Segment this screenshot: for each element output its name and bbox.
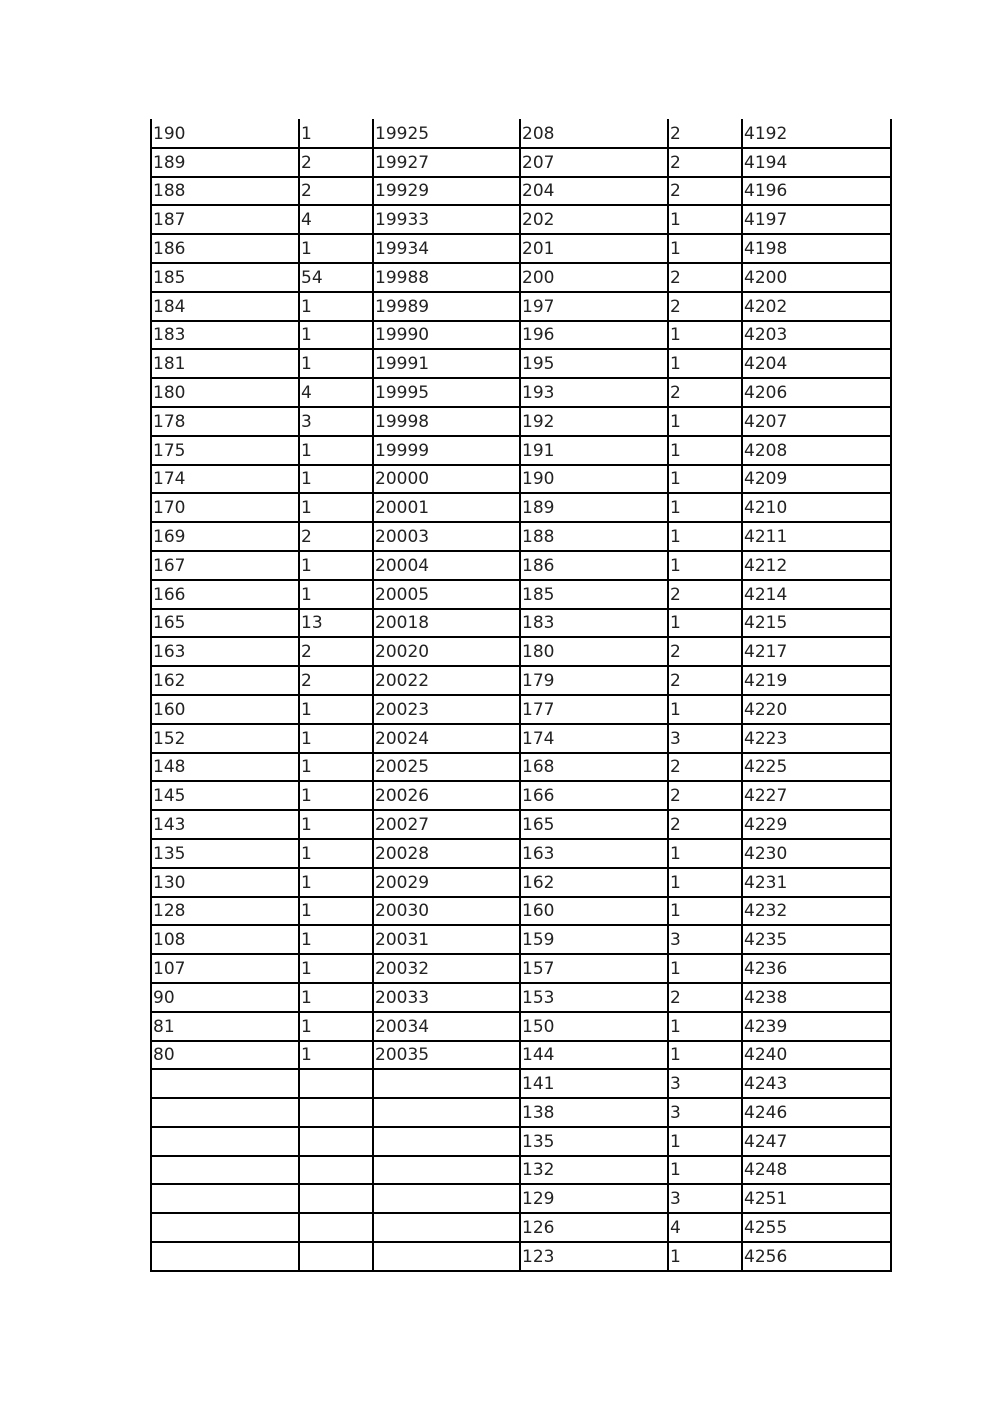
cell-count-b: 1 (668, 1156, 742, 1185)
cell-cumulative-a: 20035 (373, 1041, 520, 1070)
cell-score-a: 107 (151, 954, 299, 983)
cell-cumulative-a: 20005 (373, 580, 520, 609)
cell-score-a (151, 1098, 299, 1127)
cell-score-b: 177 (520, 695, 668, 724)
cell-cumulative-b: 4202 (742, 292, 891, 321)
cell-count-a: 2 (299, 666, 373, 695)
cell-count-b: 1 (668, 321, 742, 350)
cell-cumulative-b: 4211 (742, 522, 891, 551)
table-row (151, 695, 891, 724)
cell-count-b: 2 (668, 177, 742, 206)
cell-count-a: 4 (299, 205, 373, 234)
cell-score-b: 202 (520, 205, 668, 234)
cell-cumulative-b: 4210 (742, 493, 891, 522)
cell-count-b: 1 (668, 349, 742, 378)
cell-score-a: 163 (151, 637, 299, 666)
cell-score-b: 186 (520, 551, 668, 580)
cell-score-a: 175 (151, 436, 299, 465)
cell-cumulative-a (373, 1242, 520, 1271)
cell-cumulative-b: 4227 (742, 781, 891, 810)
cell-score-b: 157 (520, 954, 668, 983)
cell-cumulative-a: 19934 (373, 234, 520, 263)
cell-score-a: 170 (151, 493, 299, 522)
cell-score-b: 208 (520, 119, 668, 148)
cell-count-a (299, 1098, 373, 1127)
cell-score-b: 180 (520, 637, 668, 666)
cell-count-a: 3 (299, 407, 373, 436)
cell-cumulative-b: 4203 (742, 321, 891, 350)
cell-count-a: 1 (299, 983, 373, 1012)
cell-count-b: 3 (668, 1184, 742, 1213)
cell-score-a: 180 (151, 378, 299, 407)
cell-score-a: 189 (151, 148, 299, 177)
cell-cumulative-b: 4247 (742, 1127, 891, 1156)
cell-count-a: 1 (299, 839, 373, 868)
table-row (151, 781, 891, 810)
cell-score-a (151, 1156, 299, 1185)
cell-cumulative-a: 20003 (373, 522, 520, 551)
cell-count-b: 2 (668, 378, 742, 407)
table-row (151, 321, 891, 350)
table-row (151, 925, 891, 954)
cell-count-a (299, 1184, 373, 1213)
cell-count-b: 2 (668, 292, 742, 321)
cell-count-b: 1 (668, 868, 742, 897)
cell-score-b: 163 (520, 839, 668, 868)
table-row (151, 119, 891, 148)
cell-cumulative-b: 4229 (742, 810, 891, 839)
cell-count-b: 2 (668, 781, 742, 810)
cell-score-a: 183 (151, 321, 299, 350)
cell-score-a: 174 (151, 465, 299, 494)
cell-cumulative-b: 4238 (742, 983, 891, 1012)
cell-cumulative-b: 4232 (742, 897, 891, 926)
cell-cumulative-a (373, 1127, 520, 1156)
cell-count-b: 1 (668, 1012, 742, 1041)
cell-score-a (151, 1127, 299, 1156)
table-row (151, 810, 891, 839)
cell-count-a: 1 (299, 695, 373, 724)
cell-count-a: 1 (299, 724, 373, 753)
table-row (151, 983, 891, 1012)
cell-cumulative-b: 4209 (742, 465, 891, 494)
table-row (151, 1069, 891, 1098)
table-row (151, 1156, 891, 1185)
cell-count-b: 2 (668, 810, 742, 839)
cell-score-a: 185 (151, 263, 299, 292)
cell-score-b: 138 (520, 1098, 668, 1127)
cell-count-a: 2 (299, 177, 373, 206)
table-row (151, 1127, 891, 1156)
table-row (151, 1184, 891, 1213)
table-row (151, 1041, 891, 1070)
table-row (151, 407, 891, 436)
cell-count-b: 3 (668, 724, 742, 753)
table-row (151, 378, 891, 407)
cell-count-a: 1 (299, 925, 373, 954)
cell-score-b: 141 (520, 1069, 668, 1098)
cell-cumulative-b: 4239 (742, 1012, 891, 1041)
cell-score-a: 145 (151, 781, 299, 810)
cell-cumulative-a: 20022 (373, 666, 520, 695)
cell-score-a: 135 (151, 839, 299, 868)
cell-count-a: 1 (299, 810, 373, 839)
cell-score-a: 128 (151, 897, 299, 926)
cell-score-b: 165 (520, 810, 668, 839)
cell-score-a (151, 1184, 299, 1213)
cell-count-b: 1 (668, 522, 742, 551)
cell-count-a: 1 (299, 868, 373, 897)
cell-score-b: 193 (520, 378, 668, 407)
cell-score-a: 130 (151, 868, 299, 897)
table-row (151, 580, 891, 609)
cell-cumulative-b: 4192 (742, 119, 891, 148)
table-row (151, 609, 891, 638)
cell-score-b: 168 (520, 753, 668, 782)
cell-cumulative-b: 4255 (742, 1213, 891, 1242)
cell-score-b: 129 (520, 1184, 668, 1213)
cell-count-b: 2 (668, 119, 742, 148)
cell-cumulative-b: 4217 (742, 637, 891, 666)
cell-cumulative-a (373, 1156, 520, 1185)
table-row (151, 148, 891, 177)
cell-score-b: 166 (520, 781, 668, 810)
cell-score-a: 148 (151, 753, 299, 782)
cell-cumulative-b: 4231 (742, 868, 891, 897)
cell-cumulative-b: 4251 (742, 1184, 891, 1213)
cell-score-a: 80 (151, 1041, 299, 1070)
cell-count-a: 1 (299, 465, 373, 494)
cell-cumulative-b: 4200 (742, 263, 891, 292)
cell-count-a: 1 (299, 781, 373, 810)
cell-count-a: 1 (299, 292, 373, 321)
cell-score-b: 201 (520, 234, 668, 263)
cell-count-b: 1 (668, 1242, 742, 1271)
cell-count-a: 1 (299, 551, 373, 580)
cell-cumulative-a: 20028 (373, 839, 520, 868)
cell-score-b: 200 (520, 263, 668, 292)
cell-count-a: 2 (299, 637, 373, 666)
cell-cumulative-b: 4204 (742, 349, 891, 378)
table-row (151, 1213, 891, 1242)
cell-count-b: 1 (668, 205, 742, 234)
cell-cumulative-a: 20031 (373, 925, 520, 954)
cell-count-b: 1 (668, 551, 742, 580)
cell-score-b: 144 (520, 1041, 668, 1070)
cell-cumulative-a: 19995 (373, 378, 520, 407)
cell-score-b: 132 (520, 1156, 668, 1185)
cell-count-a (299, 1069, 373, 1098)
table-row (151, 234, 891, 263)
cell-cumulative-a: 20032 (373, 954, 520, 983)
cell-cumulative-b: 4219 (742, 666, 891, 695)
table-row (151, 349, 891, 378)
cell-score-a: 162 (151, 666, 299, 695)
cell-cumulative-a: 20034 (373, 1012, 520, 1041)
cell-cumulative-b: 4240 (742, 1041, 891, 1070)
cell-cumulative-a: 20027 (373, 810, 520, 839)
cell-count-b: 2 (668, 637, 742, 666)
cell-score-a: 166 (151, 580, 299, 609)
table-row (151, 522, 891, 551)
cell-score-a: 160 (151, 695, 299, 724)
cell-count-b: 1 (668, 465, 742, 494)
table-body (151, 119, 891, 1271)
cell-cumulative-a: 19991 (373, 349, 520, 378)
cell-count-b: 1 (668, 954, 742, 983)
cell-count-b: 2 (668, 666, 742, 695)
cell-score-a: 90 (151, 983, 299, 1012)
table-row (151, 551, 891, 580)
cell-score-b: 190 (520, 465, 668, 494)
cell-count-b: 1 (668, 493, 742, 522)
cell-cumulative-b: 4194 (742, 148, 891, 177)
cell-count-a: 1 (299, 753, 373, 782)
cell-score-a: 190 (151, 119, 299, 148)
cell-count-a: 1 (299, 436, 373, 465)
table-row (151, 868, 891, 897)
cell-score-a: 187 (151, 205, 299, 234)
cell-cumulative-a (373, 1069, 520, 1098)
cell-count-b: 1 (668, 1041, 742, 1070)
cell-cumulative-b: 4220 (742, 695, 891, 724)
cell-cumulative-b: 4197 (742, 205, 891, 234)
cell-cumulative-b: 4207 (742, 407, 891, 436)
cell-score-b: 183 (520, 609, 668, 638)
cell-cumulative-a: 20029 (373, 868, 520, 897)
cell-cumulative-b: 4198 (742, 234, 891, 263)
cell-cumulative-b: 4235 (742, 925, 891, 954)
cell-score-b: 191 (520, 436, 668, 465)
table-row (151, 839, 891, 868)
cell-score-a (151, 1069, 299, 1098)
cell-count-b: 3 (668, 1069, 742, 1098)
cell-score-b: 197 (520, 292, 668, 321)
cell-count-a: 1 (299, 493, 373, 522)
cell-cumulative-b: 4208 (742, 436, 891, 465)
cell-score-a: 181 (151, 349, 299, 378)
cell-cumulative-a: 19988 (373, 263, 520, 292)
cell-cumulative-b: 4246 (742, 1098, 891, 1127)
cell-count-a: 2 (299, 148, 373, 177)
table-row (151, 724, 891, 753)
cell-score-a: 152 (151, 724, 299, 753)
cell-count-b: 1 (668, 234, 742, 263)
cell-cumulative-b: 4225 (742, 753, 891, 782)
cell-cumulative-b: 4212 (742, 551, 891, 580)
cell-score-b: 195 (520, 349, 668, 378)
cell-score-a: 165 (151, 609, 299, 638)
cell-score-b: 150 (520, 1012, 668, 1041)
cell-cumulative-b: 4206 (742, 378, 891, 407)
cell-cumulative-a: 19989 (373, 292, 520, 321)
cell-count-a: 2 (299, 522, 373, 551)
table-row (151, 436, 891, 465)
cell-cumulative-a: 19927 (373, 148, 520, 177)
cell-cumulative-a: 19999 (373, 436, 520, 465)
cell-count-b: 1 (668, 436, 742, 465)
cell-count-a (299, 1156, 373, 1185)
cell-score-a: 108 (151, 925, 299, 954)
table-row (151, 954, 891, 983)
cell-cumulative-a: 19929 (373, 177, 520, 206)
table-row (151, 753, 891, 782)
cell-score-a: 167 (151, 551, 299, 580)
cell-count-b: 2 (668, 753, 742, 782)
cell-score-a: 186 (151, 234, 299, 263)
cell-cumulative-a: 20020 (373, 637, 520, 666)
cell-cumulative-a: 19998 (373, 407, 520, 436)
cell-cumulative-a: 20018 (373, 609, 520, 638)
cell-count-a: 1 (299, 897, 373, 926)
cell-cumulative-b: 4256 (742, 1242, 891, 1271)
table-row (151, 1242, 891, 1271)
table-row (151, 897, 891, 926)
cell-cumulative-b: 4248 (742, 1156, 891, 1185)
cell-score-b: 174 (520, 724, 668, 753)
cell-cumulative-a: 20025 (373, 753, 520, 782)
table-row (151, 465, 891, 494)
cell-score-b: 188 (520, 522, 668, 551)
cell-score-b: 192 (520, 407, 668, 436)
table-row (151, 1012, 891, 1041)
cell-count-b: 1 (668, 609, 742, 638)
table-row (151, 637, 891, 666)
cell-cumulative-b: 4223 (742, 724, 891, 753)
table-row (151, 205, 891, 234)
cell-count-a: 1 (299, 954, 373, 983)
cell-score-b: 135 (520, 1127, 668, 1156)
cell-score-b: 179 (520, 666, 668, 695)
cell-cumulative-b: 4215 (742, 609, 891, 638)
cell-score-b: 185 (520, 580, 668, 609)
cell-score-b: 189 (520, 493, 668, 522)
cell-score-b: 160 (520, 897, 668, 926)
cell-score-a: 81 (151, 1012, 299, 1041)
cell-count-a: 13 (299, 609, 373, 638)
cell-score-a: 188 (151, 177, 299, 206)
cell-score-b: 126 (520, 1213, 668, 1242)
cell-count-b: 1 (668, 897, 742, 926)
cell-count-a: 1 (299, 349, 373, 378)
cell-count-b: 2 (668, 148, 742, 177)
cell-score-a (151, 1242, 299, 1271)
cell-cumulative-b: 4243 (742, 1069, 891, 1098)
cell-count-b: 2 (668, 580, 742, 609)
cell-count-a (299, 1242, 373, 1271)
cell-count-b: 3 (668, 1098, 742, 1127)
cell-cumulative-a: 19990 (373, 321, 520, 350)
cell-cumulative-b: 4236 (742, 954, 891, 983)
cell-count-a (299, 1127, 373, 1156)
cell-cumulative-a: 20023 (373, 695, 520, 724)
cell-cumulative-a: 20000 (373, 465, 520, 494)
cell-count-b: 3 (668, 925, 742, 954)
cell-score-b: 196 (520, 321, 668, 350)
cell-score-a (151, 1213, 299, 1242)
cell-cumulative-a: 20026 (373, 781, 520, 810)
cell-score-b: 204 (520, 177, 668, 206)
cell-cumulative-b: 4196 (742, 177, 891, 206)
cell-count-b: 1 (668, 839, 742, 868)
cell-cumulative-b: 4214 (742, 580, 891, 609)
table-row (151, 493, 891, 522)
table-row (151, 666, 891, 695)
cell-cumulative-a: 19933 (373, 205, 520, 234)
score-distribution-table (150, 119, 892, 1272)
cell-score-b: 207 (520, 148, 668, 177)
cell-cumulative-a: 20030 (373, 897, 520, 926)
cell-count-a: 4 (299, 378, 373, 407)
cell-score-a: 178 (151, 407, 299, 436)
cell-count-b: 4 (668, 1213, 742, 1242)
cell-cumulative-a: 20004 (373, 551, 520, 580)
cell-count-a: 1 (299, 1012, 373, 1041)
cell-cumulative-a (373, 1098, 520, 1127)
cell-count-b: 1 (668, 1127, 742, 1156)
cell-count-b: 1 (668, 407, 742, 436)
cell-count-a (299, 1213, 373, 1242)
cell-count-a: 1 (299, 1041, 373, 1070)
cell-score-b: 153 (520, 983, 668, 1012)
table-row (151, 263, 891, 292)
table-row (151, 1098, 891, 1127)
cell-count-b: 1 (668, 695, 742, 724)
cell-count-a: 1 (299, 580, 373, 609)
table-row (151, 177, 891, 206)
cell-count-a: 54 (299, 263, 373, 292)
cell-count-b: 2 (668, 983, 742, 1012)
cell-cumulative-b: 4230 (742, 839, 891, 868)
cell-score-b: 162 (520, 868, 668, 897)
cell-count-a: 1 (299, 119, 373, 148)
cell-score-b: 123 (520, 1242, 668, 1271)
cell-count-b: 2 (668, 263, 742, 292)
cell-score-a: 169 (151, 522, 299, 551)
cell-cumulative-a (373, 1213, 520, 1242)
cell-score-a: 184 (151, 292, 299, 321)
cell-score-a: 143 (151, 810, 299, 839)
table-row (151, 292, 891, 321)
cell-cumulative-a: 19925 (373, 119, 520, 148)
cell-count-a: 1 (299, 321, 373, 350)
cell-cumulative-a: 20001 (373, 493, 520, 522)
cell-score-b: 159 (520, 925, 668, 954)
cell-cumulative-a (373, 1184, 520, 1213)
cell-count-a: 1 (299, 234, 373, 263)
cell-cumulative-a: 20024 (373, 724, 520, 753)
cell-cumulative-a: 20033 (373, 983, 520, 1012)
